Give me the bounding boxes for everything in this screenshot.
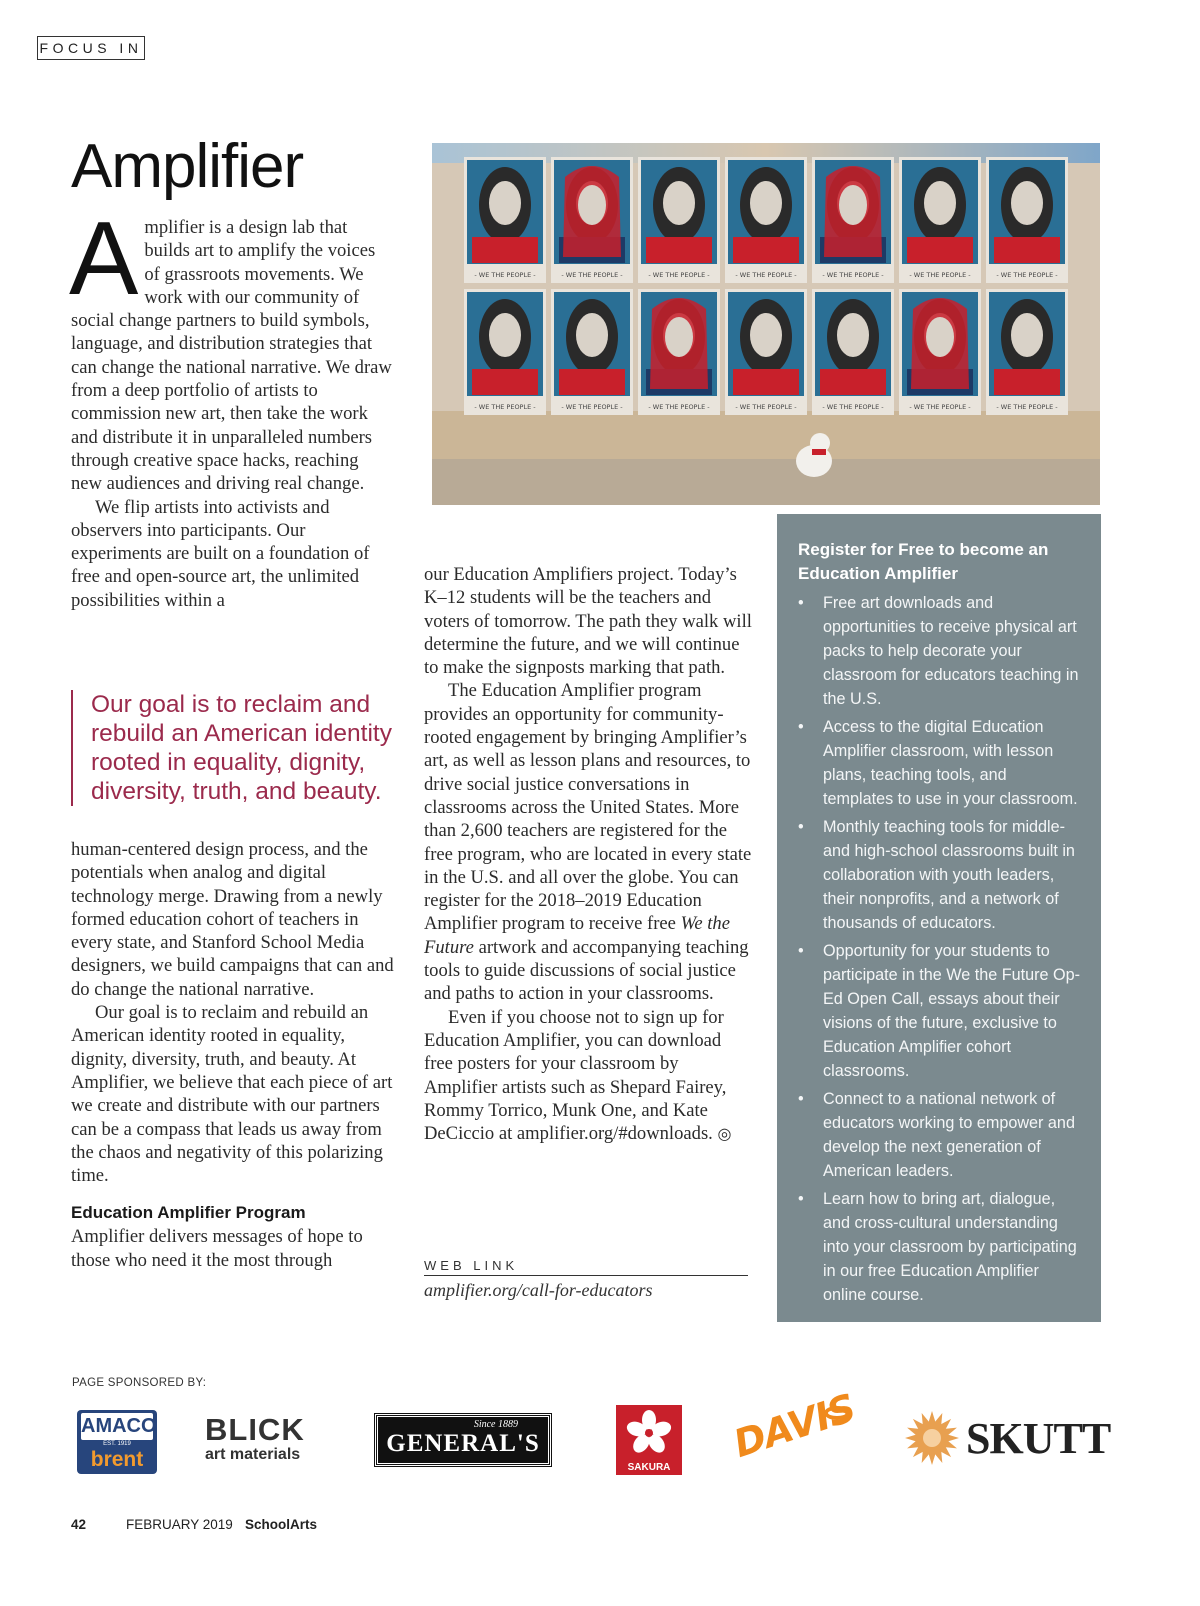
sidebar-item-text: Opportunity for your students to participate in the We the Future Op-Ed Open Call, essays about their visions of the future, exclusive to Education Amplifier cohort classrooms.	[823, 942, 1081, 1080]
left-paragraph-1: human-centered design process, and the potentials when analog and digital technology merge. Drawing from a newly formed education cohort of teachers in every state, and Stanford School Media designers, we build campaigns that can and do change the national narrative.	[71, 839, 394, 1000]
poster-caption: - WE THE PEOPLE -	[822, 271, 884, 279]
bullet-icon: •	[798, 942, 804, 960]
generals-since: Since 1889	[473, 1419, 518, 1430]
sidebar-list-item	[798, 815, 1081, 935]
blick-subtitle: art materials	[205, 1446, 301, 1463]
article-title: Amplifier	[71, 132, 304, 201]
poster	[812, 289, 894, 415]
amaco-est: EST. 1919	[103, 1441, 131, 1447]
poster-wall-photo	[432, 143, 1100, 505]
left-continued-column	[71, 838, 401, 1272]
sidebar-list	[798, 591, 1081, 1307]
web-link-label: WEB LINK	[424, 1258, 748, 1276]
middle-column	[424, 563, 752, 1146]
bullet-icon: •	[798, 1090, 804, 1108]
sponsor-label: PAGE SPONSORED BY:	[72, 1377, 207, 1389]
poster-caption: - WE THE PEOPLE -	[735, 403, 797, 411]
sidebar-item-text: Connect to a national network of educators working to empower and develop the next generation of American leaders.	[823, 1090, 1075, 1180]
poster-caption: - WE THE PEOPLE -	[996, 271, 1058, 279]
skutt-wordmark: SKUTT	[966, 1414, 1111, 1463]
bullet-icon: •	[798, 818, 804, 836]
sakura-flower-icon	[616, 1405, 682, 1461]
dog-harness	[812, 449, 826, 455]
left-paragraph-3: Amplifier delivers messages of hope to those who need it the most through	[71, 1226, 363, 1271]
pull-quote: Our goal is to reclaim and rebuild an American identity rooted in equality, dignity, diversity, truth, and beauty.	[71, 690, 411, 806]
davis-logo[interactable]	[728, 1385, 861, 1478]
bullet-icon: •	[798, 718, 804, 736]
poster-caption: - WE THE PEOPLE -	[648, 403, 710, 411]
middle-paragraph-2-start: The Education Amplifier program provides an opportunity for community-rooted engagement by bringing Amplifier’s art, as well as lesson plans and resources, to drive social justice conversations in classrooms across the United States. More than 2,600 teachers are registered for the free program, who are located in every state in the U.S. and all over the globe. You can register for the 2018–2019 Education Amplifier program to receive free	[424, 680, 752, 935]
sidebar-item-text: Free art downloads and opportunities to receive physical art packs to help decorate your classroom for educators teaching in the U.S.	[823, 594, 1079, 708]
drop-cap: A	[69, 201, 139, 317]
blick-wordmark: BLICK	[205, 1412, 305, 1447]
sidebar-list-item	[798, 1187, 1081, 1307]
skutt-sun-icon	[904, 1410, 960, 1466]
poster-caption: - WE THE PEOPLE -	[735, 271, 797, 279]
middle-paragraph-2	[424, 679, 752, 1005]
poster-caption: - WE THE PEOPLE -	[996, 403, 1058, 411]
sidebar-item-text: Monthly teaching tools for middle- and high-school classrooms built in collaboration with youth leaders, their nonprofits, and a network of thousands of educators.	[823, 818, 1075, 932]
page-number: 42	[71, 1517, 87, 1532]
register-sidebar	[777, 514, 1101, 1322]
poster-caption: - WE THE PEOPLE -	[561, 403, 623, 411]
poster-caption: - WE THE PEOPLE -	[561, 271, 623, 279]
sakura-wordmark: SAKURA	[627, 1462, 671, 1473]
intro-paragraph-2: We flip artists into activists and observers into participants. Our experiments are built on a foundation of free and open-source art, the unlimited possibilities within a	[71, 496, 370, 611]
issue-date: FEBRUARY 2019	[126, 1517, 233, 1532]
poster-caption: - WE THE PEOPLE -	[909, 403, 971, 411]
poster	[638, 157, 720, 283]
poster	[464, 289, 546, 415]
sidebar-list-item	[798, 939, 1081, 1083]
middle-paragraph-3	[424, 1006, 752, 1147]
poster	[638, 289, 720, 415]
poster	[464, 157, 546, 283]
sidebar-list-item	[798, 1087, 1081, 1183]
poster-caption: - WE THE PEOPLE -	[648, 271, 710, 279]
poster-wall-illustration	[432, 143, 1100, 505]
generals-wordmark: GENERAL'S	[386, 1430, 540, 1457]
web-link-url[interactable]: amplifier.org/call-for-educators	[424, 1280, 653, 1300]
end-mark-icon: ◎	[717, 1126, 732, 1144]
poster	[986, 289, 1068, 415]
left-paragraph-2: Our goal is to reclaim and rebuild an American identity rooted in equality, dignity, diversity, truth, and beauty. At Amplifier, we believe that each piece of art we create and distribute with our partners can be a compass that leads us away from the chaos and negativity of this polarizing time.	[71, 1002, 393, 1187]
generals-logo[interactable]	[375, 1414, 551, 1466]
davis-wordmark: DAVIS	[728, 1385, 861, 1466]
sidebar-list-item	[798, 591, 1081, 711]
bullet-icon: •	[798, 594, 804, 612]
sakura-logo[interactable]	[616, 1405, 682, 1475]
middle-paragraph-1: our Education Amplifiers project. Today’s K–12 students will be the teachers and voters of tomorrow. The path they walk will determine the future, and we will continue to make the signposts marking that path.	[424, 564, 752, 679]
poster-caption: - WE THE PEOPLE -	[474, 403, 536, 411]
sidebar-item-text: Learn how to bring art, dialogue, and cross-cultural understanding into your classroom by participating in our free Education Amplifier online course.	[823, 1190, 1077, 1304]
poster	[812, 157, 894, 283]
amaco-brent-logo[interactable]	[77, 1410, 157, 1474]
sidebar-item-text: Access to the digital Education Amplifier classroom, with lesson plans, teaching tools, and templates to use in your classroom.	[823, 718, 1078, 808]
poster	[899, 289, 981, 415]
poster-caption: - WE THE PEOPLE -	[474, 271, 536, 279]
poster	[899, 157, 981, 283]
poster	[725, 157, 807, 283]
section-heading: Education Amplifier Program	[71, 1203, 306, 1223]
intro-paragraph-1: mplifier is a design lab that builds art to amplify the voices of grassroots movements. We work with our community of social change partners to build symbols, language, and distribution strategies that can change the national narrative. We draw from a deep portfolio of artists to commission new art, then take the work and distribute it in unparalleled numbers through creative space hacks, reaching new audiences and driving real change.	[71, 217, 392, 495]
blick-logo[interactable]	[205, 1414, 325, 1470]
middle-paragraph-2-end: artwork and accompanying teaching tools to guide discussions of social justice and paths to action in your classrooms.	[424, 936, 749, 1005]
poster	[551, 289, 633, 415]
intro-column	[69, 201, 393, 612]
poster-caption: - WE THE PEOPLE -	[822, 403, 884, 411]
poster-caption: - WE THE PEOPLE -	[909, 271, 971, 279]
sidebar-heading: Register for Free to become an Education Amplifier	[798, 540, 1049, 583]
amaco-wordmark: AMACO	[81, 1413, 153, 1440]
skutt-logo[interactable]	[904, 1410, 1111, 1470]
poster	[551, 157, 633, 283]
magazine-name: SchoolArts	[245, 1517, 318, 1532]
sidebar-list-item	[798, 715, 1081, 811]
poster	[986, 157, 1068, 283]
section-tag: FOCUS IN	[37, 36, 145, 60]
middle-paragraph-3-text: Even if you choose not to sign up for Education Amplifier, you can download free posters for your classroom by Amplifier artists such as Shepard Fairey, Rommy Torrico, Munk One, and Kate DeCiccio at amplifier.org/#downloads.	[424, 1006, 727, 1145]
brent-wordmark: brent	[90, 1448, 144, 1471]
davis-swirl-icon	[824, 1406, 850, 1420]
we-the-future-title: We the Future	[424, 913, 730, 958]
poster	[725, 289, 807, 415]
bullet-icon: •	[798, 1190, 804, 1208]
